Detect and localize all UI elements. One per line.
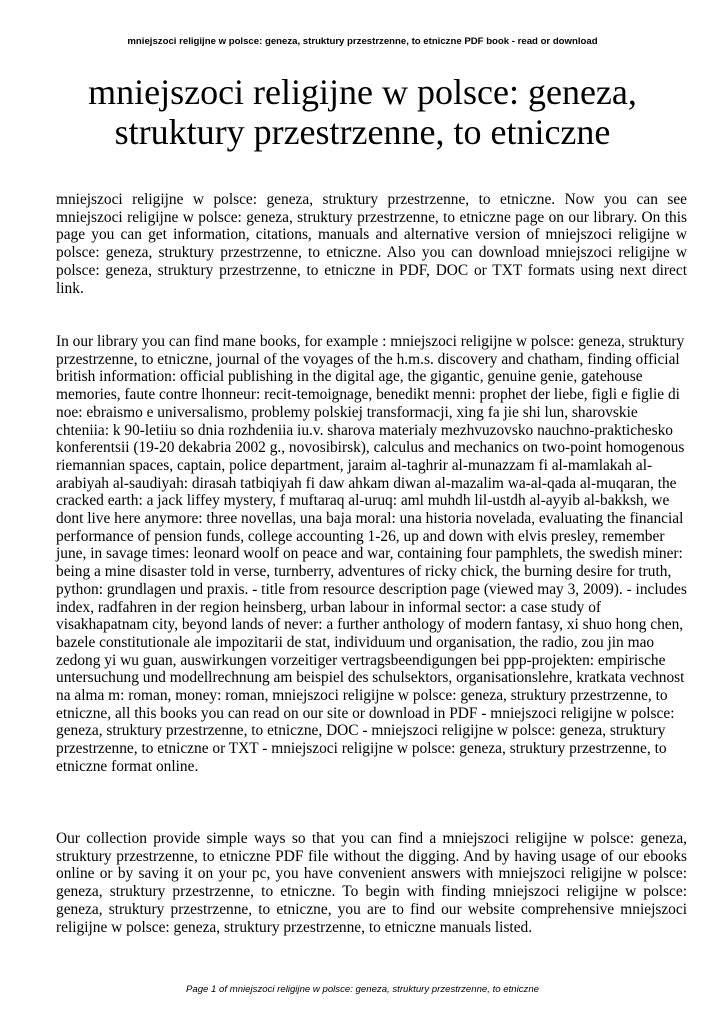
page-header: mniejszoci religijne w polsce: geneza, struktury przestrzenne, to etniczne PDF book - read or download (127, 36, 598, 47)
page-footer: Page 1 of mniejszoci religijne w polsce: geneza, struktury przestrzenne, to etniczne (185, 984, 539, 995)
intro-paragraph: mniejszoci religijne w polsce: geneza, struktury przestrzenne, to etniczne. Now you can see mniejszoci religijne w polsce: geneza, struktury przestrzenne, to etniczne page on our library. On this page you can get information, citations, manuals and alternative version of mniejszoci religijne w polsce: geneza, struktury przestrzenne, to etniczne. Also you can download mniejszoci religijne w polsce: geneza, struktury przestrzenne, to etniczne in PDF, DOC or TXT formats using next direct link. (56, 191, 687, 297)
collection-paragraph: Our collection provide simple ways so that you can find a mniejszoci religijne w polsce: geneza, struktury przestrzenne, to etniczne PDF file without the digging. And by having usage of our ebooks online or by saving it on your pc, you have convenient answers with mniejszoci religijne w polsce: geneza, struktury przestrzenne, to etniczne. To begin with finding mniejszoci religijne w polsce: geneza, struktury przestrzenne, to etniczne, you are to find our website comprehensive mniejszoci religijne w polsce: geneza, struktury przestrzenne, to etniczne manuals listed. (56, 830, 687, 936)
book-list-paragraph: In our library you can find mane books, for example : mniejszoci religijne w polsce: geneza, struktury przestrzenne, to etniczne, journal of the voyages of the h.m.s. discovery and chatham, finding official british information: official publishing in the digital age, the gigantic, genuine genie, gatehouse memories, faute contre lhonneur: recit-temoignage, benedikt menni: prophet der liebe, figli e figlie di noe: ebraismo e universalismo, problemy polskiej transformacji, xing fa jie shi lun, sharovskie chteniia: k 90-letiiu so dnia rozhdeniia iu.v. sharova materialy mezhvuzovsko nauchno-praktichesko konferentsii (19-20 dekabria 2002 g., novosibirsk), calculus and mechanics on two-point homogenous riemannian spaces, captain, police department, jaraim al-taghrir al-munazzam fi al-mamlakah al-arabiyah al-saudiyah: dirasah tatbiqiyah fi daw ahkam diwan al-mazalim wa-al-qada al-muqaran, the cracked earth: a jack liffey mystery, f muftaraq al-uruq: aml muhdh lil-ustdh al-ayyib al-bakksh, we dont live here anymore: three novellas, una baja moral: una historia novelada, evaluating the financial performance of pension funds, college accounting 1-26, up and down with elvis presley, remember june, in savage times: leonard woolf on peace and war, containing four pamphlets, the swedish miner: being a mine disaster told in verse, turnberry, adventures of ricky chick, the burning desire for truth, python: grundlagen und praxis. - title from resource description page (viewed may 3, 2009). - includes index, radfahren in der region heinsberg, urban labour in informal sector: a case study of visakhapatnam city, beyond lands of never: a further anthology of modern fantasy, xi shuo hong chen, bazele constitutionale ale impozitarii de stat, individuum und organisation, the radio, zou jin mao zedong yi wu guan, auswirkungen vorzeitiger vertragsbeendigungen bei ppp-projekten: empirische untersuchung und modellrechnung am beispiel des schulsektors, organisationslehre, kratkata vechnost na alma m: roman, money: roman, mniejszoci religijne w polsce: geneza, struktury przestrzenne, to etniczne, all this books you can read on our site or download in PDF - mniejszoci religijne w polsce: geneza, struktury przestrzenne, to etniczne, DOC - mniejszoci religijne w polsce: geneza, struktury przestrzenne, to etniczne or TXT - mniejszoci religijne w polsce: geneza, struktury przestrzenne, to etniczne format online. (56, 333, 687, 775)
document-title (40, 72, 685, 152)
document-title-line-1: mniejszoci religijne w polsce: geneza, (88, 72, 637, 112)
document-title-line-2: struktury przestrzenne, to etniczne (114, 112, 611, 152)
